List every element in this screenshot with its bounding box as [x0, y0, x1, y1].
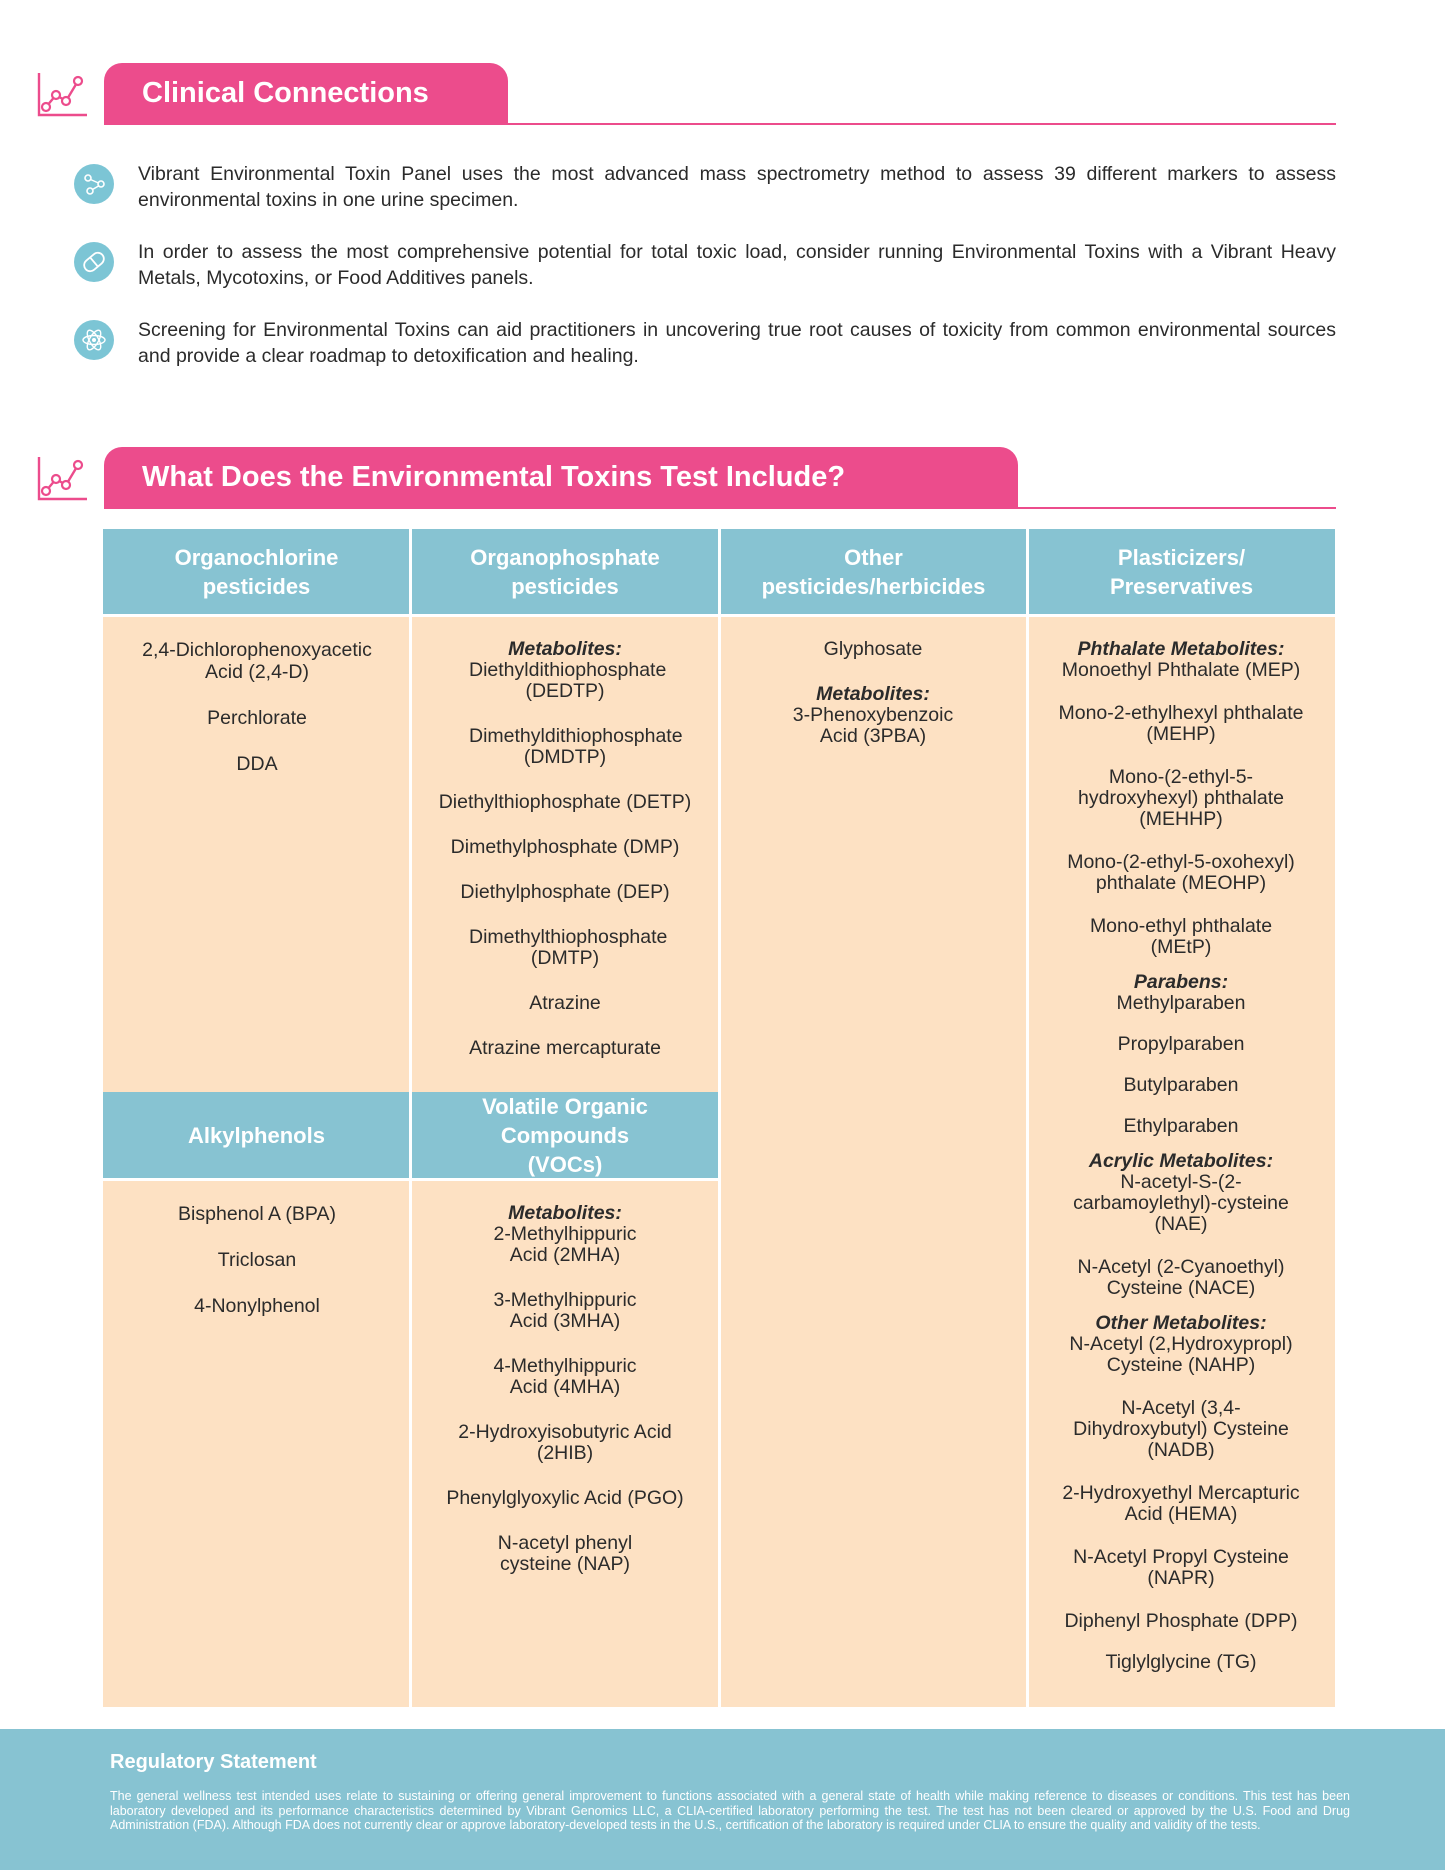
bullet-text: Screening for Environmental Toxins can aid practitioners in uncovering true root causes of toxicity from common environmental sources and provide a clear roadmap to detoxification and healing. — [138, 319, 1336, 367]
list-label: Parabens: — [1133, 971, 1229, 993]
clinical-bullet — [74, 161, 1336, 213]
list-item: N-Acetyl (2-Cyanoethyl) Cysteine (NACE) — [1077, 1256, 1285, 1299]
list-label: Metabolites: — [816, 683, 930, 705]
list-item: N-Acetyl (3,4-Dihydroxybutyl) Cysteine (NADB) — [1073, 1397, 1289, 1461]
column-divider — [409, 529, 412, 1707]
list-item: Monoethyl Phthalate (MEP) — [1061, 659, 1301, 681]
list-item: 2,4-Dichlorophenoxyacetic Acid (2,4-D) — [142, 639, 372, 683]
organochlorine-list — [117, 639, 397, 799]
list-item: Mono-ethyl phthalate (MEtP) — [1089, 915, 1273, 958]
clinical-bullet — [74, 239, 1336, 291]
list-item: 4-Nonylphenol — [194, 1295, 320, 1317]
list-item: 2-Methylhippuric Acid (2MHA) — [493, 1223, 637, 1266]
header-other-pesticides: Other pesticides/herbicides — [720, 529, 1027, 614]
list-item: Butylparaben — [1123, 1074, 1239, 1096]
list-item: Methylparaben — [1116, 992, 1246, 1014]
row-divider — [103, 1178, 719, 1181]
organophosphate-list — [419, 639, 711, 1083]
list-item: Perchlorate — [207, 707, 307, 729]
list-item: Diphenyl Phosphate (DPP) — [1064, 1610, 1298, 1632]
list-item: Diethyldithiophosphate (DEDTP) — [469, 659, 667, 702]
list-label: Metabolites: — [508, 638, 622, 660]
section-title: Clinical Connections — [104, 63, 508, 125]
header-plasticizers: Plasticizers/ Preservatives — [1028, 529, 1335, 614]
test-include-header — [36, 447, 1336, 509]
test-table — [103, 529, 1335, 1707]
header-organochlorine: Organochlorine pesticides — [103, 529, 410, 614]
list-item: N-acetyl phenyl cysteine (NAP) — [497, 1532, 633, 1575]
list-item: Propylparaben — [1117, 1033, 1245, 1055]
list-item: Atrazine — [529, 992, 601, 1014]
clinical-connections-header — [36, 63, 1336, 125]
alkylphenols-list — [117, 1203, 397, 1341]
section-divider — [104, 507, 1336, 509]
atom-icon — [74, 320, 114, 360]
column-divider — [718, 529, 721, 1707]
list-item: Ethylparaben — [1123, 1115, 1239, 1137]
section-title: What Does the Environmental Toxins Test Include? — [104, 447, 1018, 509]
list-label: Phthalate Metabolites: — [1077, 638, 1285, 660]
list-item: Tiglylglycine (TG) — [1105, 1651, 1257, 1673]
list-label: Metabolites: — [508, 1202, 622, 1224]
bullet-text: In order to assess the most comprehensive potential for total toxic load, consider running Environmental Toxins with a Vibrant Heavy Metals, Mycotoxins, or Food Additives panels. — [138, 241, 1336, 289]
footer-title: Regulatory Statement — [110, 1751, 317, 1773]
list-item: Bisphenol A (BPA) — [178, 1203, 336, 1225]
list-item: N-Acetyl Propyl Cysteine (NAPR) — [1073, 1546, 1289, 1589]
chart-line-icon — [36, 453, 90, 503]
header-vocs: Volatile Organic Compounds (VOCs) — [411, 1092, 719, 1178]
vocs-list — [419, 1203, 711, 1599]
plasticizers-list — [1035, 639, 1327, 1673]
list-item: Atrazine mercapturate — [469, 1037, 661, 1059]
list-item: Diethylphosphate (DEP) — [460, 881, 670, 903]
list-item: 2-Hydroxyisobutyric Acid (2HIB) — [458, 1421, 672, 1464]
section-divider — [104, 123, 1336, 125]
column-divider — [1026, 529, 1029, 1707]
header-alkylphenols: Alkylphenols — [103, 1092, 410, 1178]
header-organophosphate: Organophosphate pesticides — [411, 529, 719, 614]
list-item: 2-Hydroxyethyl Mercapturic Acid (HEMA) — [1062, 1482, 1300, 1525]
list-item: 4-Methylhippuric Acid (4MHA) — [493, 1355, 637, 1398]
list-label: Other Metabolites: — [1095, 1312, 1267, 1334]
bullet-text: Vibrant Environmental Toxin Panel uses the most advanced mass spectrometry method to assess 39 different markers to assess environmental toxins in one urine specimen. — [138, 163, 1336, 211]
list-item: Dimethylphosphate (DMP) — [450, 836, 680, 858]
clinical-bullet — [74, 317, 1336, 369]
list-item: N-Acetyl (2,Hydroxypropl) Cysteine (NAHP) — [1069, 1333, 1293, 1376]
list-item: Mono-(2-ethyl-5-hydroxyhexyl) phthalate (MEHHP) — [1078, 766, 1284, 830]
capsule-icon — [74, 242, 114, 282]
list-item: Diethylthiophosphate (DETP) — [438, 791, 692, 813]
list-item: Dimethylthiophosphate (DMTP) — [469, 926, 668, 969]
list-item: DDA — [236, 753, 278, 775]
list-item: Mono-2-ethylhexyl phthalate (MEHP) — [1058, 702, 1304, 745]
list-item: N-acetyl-S-(2-carbamoylethyl)-cysteine (NAE) — [1073, 1171, 1289, 1235]
row-divider — [103, 614, 1335, 617]
list-item: 3-Phenoxybenzoic Acid (3PBA) — [792, 704, 954, 747]
list-item: Glyphosate — [823, 638, 923, 660]
list-item: Phenylglyoxylic Acid (PGO) — [446, 1487, 684, 1509]
footer-text: The general wellness test intended uses relate to sustaining or offering general improvement to functions associated with a general state of health while making reference to diseases or conditions. This test has been laboratory developed and its performance characteristics determined by Vibrant Genomics LLC, a CLIA-certified laboratory performing the test. The test has not been cleared or approved by the U.S. Food and Drug Administration (FDA). Although FDA does not currently clear or approve laboratory-developed tests in the U.S., certification of the laboratory is required under CLIA to ensure the quality and validity of the tests. — [110, 1789, 1350, 1832]
chart-line-icon — [36, 69, 90, 119]
other-pesticides-list — [733, 639, 1013, 771]
list-item: Triclosan — [217, 1249, 297, 1271]
list-item: Mono-(2-ethyl-5-oxohexyl) phthalate (MEOHP) — [1067, 851, 1295, 894]
molecule-icon — [74, 164, 114, 204]
list-item: 3-Methylhippuric Acid (3MHA) — [493, 1289, 637, 1332]
regulatory-footer — [0, 1729, 1445, 1870]
list-item: Dimethyldithiophosphate (DMDTP) — [469, 725, 683, 768]
list-label: Acrylic Metabolites: — [1088, 1150, 1274, 1172]
